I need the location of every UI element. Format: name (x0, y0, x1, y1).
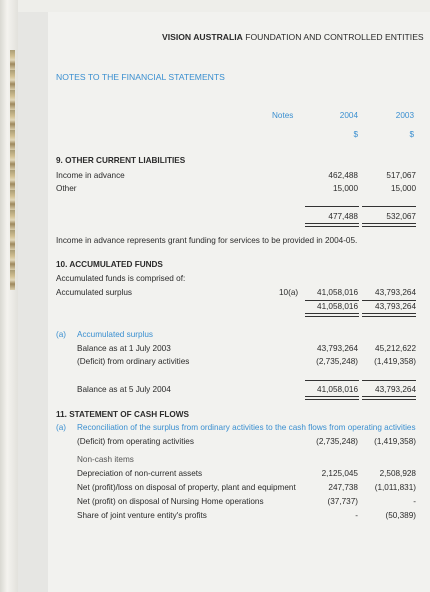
s11-row-label: Share of joint venture entity's profits (77, 511, 207, 520)
s11-row-2003: - (413, 497, 416, 506)
s11-row-2003: (50,389) (385, 511, 416, 520)
s11-row-2004: 247,738 (328, 483, 358, 492)
s10-title: 10. ACCUMULATED FUNDS (56, 260, 163, 269)
col-2004-header: 2004 (339, 111, 358, 120)
s10a-2004-double-rule (305, 396, 359, 400)
s10a-row-2004: (2,735,248) (316, 357, 358, 366)
s10-row-note: 10(a) (279, 288, 299, 297)
col-2003-currency: $ (409, 130, 414, 139)
col-2003-header: 2003 (395, 111, 414, 120)
s10a-row-2003: (1,419,358) (374, 357, 416, 366)
s9-row-2004: 462,488 (328, 171, 358, 180)
s10a-2003-double-rule (362, 396, 416, 400)
s9-row-2003: 15,000 (390, 184, 416, 193)
s10a-balance-2003: 43,793,264 (375, 385, 416, 394)
s9-2003-rule (362, 206, 416, 207)
s9-row-2004: 15,000 (332, 184, 358, 193)
col-2004-currency: $ (353, 130, 358, 139)
s11a-title: Reconciliation of the surplus from ordinary activities to the cash flows from operating activities (77, 423, 416, 432)
s9-2004-rule (305, 206, 359, 207)
s10-2003-rule (362, 300, 416, 301)
s10a-2003-rule (362, 380, 416, 381)
s11-row-2004: (37,737) (327, 497, 358, 506)
s9-total-2004: 477,488 (328, 212, 358, 221)
s11-deficit-2004: (2,735,248) (316, 437, 358, 446)
s11-deficit-2003: (1,419,358) (374, 437, 416, 446)
s11-row-2004: 2,125,045 (321, 469, 358, 478)
s9-total-2003: 532,067 (386, 212, 416, 221)
s10a-row-label: Balance as at 1 July 2003 (77, 344, 171, 353)
s9-2004-double-rule (305, 223, 359, 227)
org-name-bold: VISION AUSTRALIA (162, 32, 243, 42)
s10-row-label: Accumulated surplus (56, 288, 132, 297)
s11-title: 11. STATEMENT OF CASH FLOWS (56, 410, 189, 419)
s9-row-label: Other (56, 184, 77, 193)
s10-intro: Accumulated funds is comprised of: (56, 274, 186, 283)
s10-2004-rule (305, 300, 359, 301)
s10a-balance-2004: 41,058,016 (317, 385, 358, 394)
s9-2003-double-rule (362, 223, 416, 227)
s11-row-2004: - (355, 511, 358, 520)
s9-title: 9. OTHER CURRENT LIABILITIES (56, 156, 186, 165)
s10a-marker: (a) (56, 330, 67, 339)
s10a-title: Accumulated surplus (77, 330, 153, 339)
s9-note: Income in advance represents grant funding for services to be provided in 2004-05. (56, 236, 358, 245)
s11-row-2003: (1,011,831) (374, 483, 416, 492)
s10-2004-double-rule (305, 313, 359, 317)
s10-total-2003: 43,793,264 (375, 302, 416, 311)
binding-marks (10, 50, 15, 290)
col-notes-header: Notes (272, 111, 294, 120)
s10-total-2004: 41,058,016 (317, 302, 358, 311)
s10a-row-label: (Deficit) from ordinary activities (77, 357, 190, 366)
s11-noncash-heading: Non-cash items (77, 455, 134, 464)
s10a-balance-label: Balance as at 5 July 2004 (77, 385, 171, 394)
s10-row-2003: 43,793,264 (375, 288, 416, 297)
s9-row-label: Income in advance (56, 171, 125, 180)
s10a-row-2004: 43,793,264 (317, 344, 358, 353)
s11a-marker: (a) (56, 423, 67, 432)
s10-row-2004: 41,058,016 (317, 288, 358, 297)
s9-row-2003: 517,067 (386, 171, 416, 180)
page-margin-band (18, 12, 48, 592)
s10a-2004-rule (305, 380, 359, 381)
page-header (162, 32, 424, 42)
s11-row-label: Depreciation of non-current assets (77, 469, 203, 478)
s11-row-label: Net (profit) on disposal of Nursing Home operations (77, 497, 264, 506)
s10a-row-2003: 45,212,622 (375, 344, 416, 353)
org-name-rest: FOUNDATION AND CONTROLLED ENTITIES (242, 32, 424, 42)
s11-row-label: Net (profit)/loss on disposal of property, plant and equipment (77, 483, 296, 492)
s11-row-2003: 2,508,928 (379, 469, 416, 478)
s10-2003-double-rule (362, 313, 416, 317)
binding-edge (0, 0, 18, 592)
section-title: NOTES TO THE FINANCIAL STATEMENTS (56, 72, 225, 82)
s11-deficit-label: (Deficit) from operating activities (77, 437, 194, 446)
